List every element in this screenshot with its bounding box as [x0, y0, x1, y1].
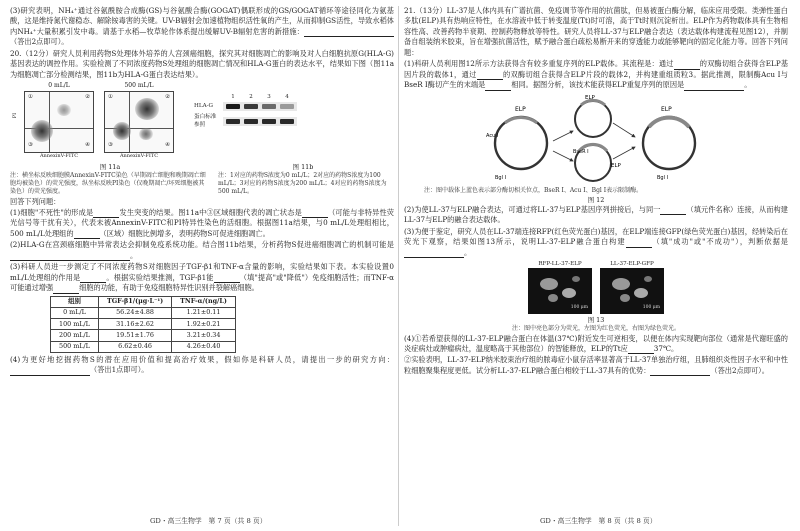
fluorescence-image-rfp — [528, 268, 592, 314]
band-lane-3 — [262, 104, 276, 109]
cell-cluster — [139, 128, 153, 140]
flow-plot-1-xlabel: AnnexinV-FITC — [39, 152, 79, 159]
band-lane-1 — [226, 104, 240, 109]
flow-arrow — [613, 123, 635, 137]
flow-plot-2 — [104, 91, 174, 153]
cell-cluster — [31, 120, 53, 142]
quadrant-4-label: ④ — [165, 141, 170, 148]
flow-plot-1 — [12, 91, 94, 153]
fluor-image-1-label: RFP-LL-37-ELP — [538, 261, 582, 268]
quadrant-1-label: ① — [28, 93, 33, 100]
figure-11b-caption: 图 11b — [292, 163, 314, 171]
fluorescent-cell — [572, 276, 580, 282]
band-lane-4 — [280, 104, 294, 109]
q20-stem: 20.（12分）研究人员利用药物S处理体外培养的人宫颈癌细胞，探究其对细胞凋亡的影响及对人白细胞抗原G(HLA-G)基因表达的调控作用。实验检测了不同浓度药物S处理组的细胞凋亡情况和HLA-G蛋白的表达水平，结果如下图（图11a为细胞凋亡部分检测结果，图11b为HLA-G蛋白表达结果）。 — [10, 48, 394, 79]
q20-part1: (1)细胞"不死性"的形成是 发生突变的结果。图11a中③区域细胞代表的凋亡状态是 （可能与非特异性荧光信号等干扰有关），代表未被AnnexinV-FITC和PI特异性染色的活细胞。根据图11a结果，与0 mL/L处理组相比，500 mL/L处理组的 （区域）细胞比例增多，表明药物S可促进细胞凋亡。 — [10, 208, 394, 238]
cell-cluster — [113, 122, 131, 140]
fluorescent-cell — [634, 288, 648, 298]
left-column — [10, 6, 394, 516]
table-row: 100 mL/L 31.16±2.62 1.92±0.21 — [51, 319, 236, 330]
table-header: TNF-α/(ng/L) — [172, 296, 236, 307]
blot-lane-numbers: 1 2 3 4 — [231, 94, 289, 101]
q20-part2: (2)HLA-G在宫颈癌细胞中异常表达会抑制免疫系统功能。结合图11b结果，分析药物S促进癌细胞凋亡的机制可能是。 — [10, 240, 394, 260]
quadrant-1-label: ① — [108, 93, 113, 100]
quadrant-4-label: ④ — [85, 141, 90, 148]
plasmid-label-elp-4: ELP — [661, 105, 672, 113]
elp-insert-2 — [581, 100, 605, 105]
q20-part3: (3)科研人员进一步测定了不同浓度药物S对细胞因子TGF-β1和TNF-α含量的影响，实验结果如下表。本实验设置0 mL/L处理组的作用是 。根据实验结果推测，TGF-β1能 （填"提高"或"降低"）免疫细胞活性；而TNF-α可能通过增强 细胞的功能，有助于免疫细胞特异性识别并裂解癌细胞。 — [10, 262, 394, 293]
table-row: 500 mL/L 6.62±0.46 4.26±0.40 — [51, 341, 236, 352]
band-lane-1 — [226, 119, 240, 124]
band-lane-2 — [244, 104, 258, 109]
fluorescent-cell — [540, 278, 558, 290]
blot-bands-reference — [223, 117, 297, 126]
cell-cluster — [57, 104, 71, 116]
column-divider — [398, 6, 399, 526]
plasmid-label-acu: Acu I — [486, 132, 499, 139]
band-lane-2 — [244, 119, 258, 124]
plasmid-circle-1 — [495, 117, 547, 169]
quadrant-2-label: ② — [165, 93, 170, 100]
q21-part3: (3)为便于鉴定，研究人员在LL-37端连接RFP(红色荧光蛋白)基因，在ELP端连接GFP(绿色荧光蛋白)基因，经转染后在荧光下观察，结果如图13所示，说明LL-37-ELP融合蛋白构建 （填"成功"或"不成功"），判断依据是。 — [404, 226, 788, 257]
blot-bands-hlag — [223, 102, 297, 111]
figure-11b — [194, 94, 304, 131]
flow-plot-2-xlabel: AnnexinV-FITC — [119, 152, 159, 159]
fluorescence-image-gfp — [600, 268, 664, 314]
quadrant-3-label: ③ — [28, 141, 33, 148]
q21-part1: (1)科研人员利用图12所示方法获得含有较多重复序列的ELP载体。其流程是：通过 的双酶切组合获得含ELP基因片段的载体1，通过 的双酶切组合获得含ELP片段的载体2，并构建重组质粒3。据此推测，限制酶Acu I与BseR I酶切产生的末端是 相同。据图分析，该技术能获得ELP重复序列的原因是 。 — [404, 59, 788, 90]
blot-row-label-hlag: HLA-G — [194, 103, 213, 110]
figure-12-caption: 图 12 — [587, 195, 605, 204]
plasmid-label-bgl-2: Bgl I — [657, 174, 669, 181]
figure-11a-caption: 图 11a — [99, 163, 121, 171]
flow-arrow — [553, 151, 573, 161]
q19-part3: (3)研究表明，NH₄⁺通过谷氨酰胺合成酶(GS)与谷氨酸合酶(GOGAT)偶联形成的GS/GOGAT循环等途径同化为氨基酸，这是维持氮代谢稳态、解除铵毒害的关键。UV-B辐射会加速植物组织活性氧的产生，从而抑制GS活性，导致水稻体内NH₄⁺大量积累引发中毒。请基于水稻—牧草轮作体系提出缓解UV-B辐射危害的新措施：（答出2点即可）。 — [10, 6, 394, 47]
figure-13-note: 注：图中亮色部分为荧光，左图为红色荧光，右图为绿色荧光。 — [511, 325, 680, 333]
table-header: TGF-β1/(μg·L⁻¹) — [98, 296, 171, 307]
cell-cluster — [135, 98, 159, 120]
answer-prompt: 回答下列问题： — [10, 196, 61, 206]
band-lane-3 — [262, 119, 276, 124]
fluorescent-cell — [612, 278, 630, 290]
table-header-row — [51, 296, 236, 307]
fluorescent-cell — [620, 294, 630, 302]
figure-13-caption: 图 13 — [587, 316, 605, 325]
flow-plot-2-title: 500 mL/L — [124, 82, 154, 90]
fluorescent-cell — [548, 294, 558, 302]
plasmid-label-elp-1: ELP — [515, 105, 526, 113]
q21-part4-2: ②实验表明，LL-37-ELP纳米胶束治疗组的脓毒症小鼠存活率显著高于LL-37单独治疗组，且肺组织炎性因子水平和中性粒细胞聚集程度更低。试分析LL-37-ELP融合蛋白相较于LL-37具有的优势： （答出2点即可）。 — [404, 355, 788, 375]
right-column — [404, 6, 788, 516]
elp-insert-4 — [649, 117, 689, 126]
band-lane-4 — [280, 119, 294, 124]
figure-11b-note: 注：1对应的药物S浓度为0 mL/L；2对应的药物S浓度为100 mL/L；3对应的药物S浓度为200 mL/L；4对应的药物S浓度为500 mL/L。 — [218, 172, 387, 196]
q21-stem: 21.（13分）LL-37是人体内具有广谱抗菌、免疫调节等作用的抗菌肽，但易被蛋白酶分解，临床应用受限。类弹性蛋白多肽(ELP)具有热响应特性，在水溶液中低于转变温度(Tt)时可溶，高于Tt时则沉淀析出。ELP作为药物载体具有生物相容性高、改善药物半衰期、控制药物释放等特性。研究人员将LL-37与ELP融合表达（表达载体构建流程见图12），并制备自组装纳米胶束，旨在增强抗菌活性，赋予融合蛋白疏松易断开来的穿透能力或能够靶向的固定化能力等。回答下列问题： — [404, 6, 788, 57]
plasmid-diagram — [481, 93, 711, 185]
figure-13 — [404, 260, 788, 314]
figure-11a-note: 注：横坐标反映细胞膜AnnexinV-FITC染色（早期凋亡细胞和晚期凋亡细胞均被染色）的荧光强度，纵坐标反映PI染色（仅晚期凋亡/坏死细胞被其染色）的荧光强度。 — [10, 172, 206, 196]
table-header: 组别 — [51, 296, 99, 307]
fluorescent-cell — [644, 276, 652, 282]
cytokine-table — [50, 296, 236, 353]
flow-plot-1-ylabel: PI — [12, 112, 19, 119]
plasmid-circle-2 — [575, 101, 611, 137]
plasmid-label-elp-2: ELP — [585, 94, 595, 101]
q21-part4-1: (4)①若希望获得的LL-37-ELP融合蛋白在体温(37℃)附近发生可逆相变，以便在体内实现靶向部位（通常是代谢旺盛的炎症病灶或肿瘤病灶，温度略高于其他部位）的智能释放，ELP的Tt应 37℃。 — [404, 333, 788, 353]
table-row: 200 mL/L 19.51±1.76 3.21±0.34 — [51, 330, 236, 341]
page-footer-right: GD・高三生物学 第 8 页（共 8 页） — [540, 517, 657, 526]
plasmid-label-bser: BseR I — [573, 148, 589, 155]
scale-bar-1: 100 μm — [570, 304, 588, 310]
fluor-image-2-label: LL-37-ELP-GFP — [610, 261, 654, 268]
blot-row-label-reference: 蛋白标准参照 — [194, 114, 217, 129]
quadrant-2-label: ② — [85, 93, 90, 100]
fluorescent-cell — [562, 288, 576, 298]
q21-part2: (2)为使LL-37与ELP融合表达，可通过将LL-37与ELP基因序列拼接后，与同一 （填元件名称）连接，从而构建LL-37与ELP的融合表达载体。 — [404, 204, 788, 225]
figure-12 — [404, 93, 788, 185]
figure-11a — [12, 82, 174, 160]
table-row: 0 mL/L 56.24±4.88 1.21±0.11 — [51, 307, 236, 318]
plasmid-label-elp-3: ELP — [611, 162, 621, 169]
quadrant-3-label: ③ — [108, 141, 113, 148]
flow-plot-1-title: 0 mL/L — [48, 82, 70, 90]
flow-arrow — [553, 131, 573, 141]
page-footer-left: GD・高三生物学 第 7 页（共 8 页） — [150, 517, 267, 526]
q20-part4: (4)为更好地挖掘药物S的潜在应用价值和提高治疗效果，假如你是科研人员，请提出一步的研究方向：（答出1点即可）。 — [10, 354, 394, 375]
scale-bar-2: 100 μm — [642, 304, 660, 310]
plasmid-label-bgl-1: Bgl I — [495, 174, 507, 181]
flow-arrow — [613, 147, 635, 159]
figure-11 — [10, 82, 394, 160]
figure-12-note: 注：图中载体上蓝色表示部分酶切相关位点，BseR I、Acu I、Bgl I表示限制酶。 — [424, 186, 643, 194]
